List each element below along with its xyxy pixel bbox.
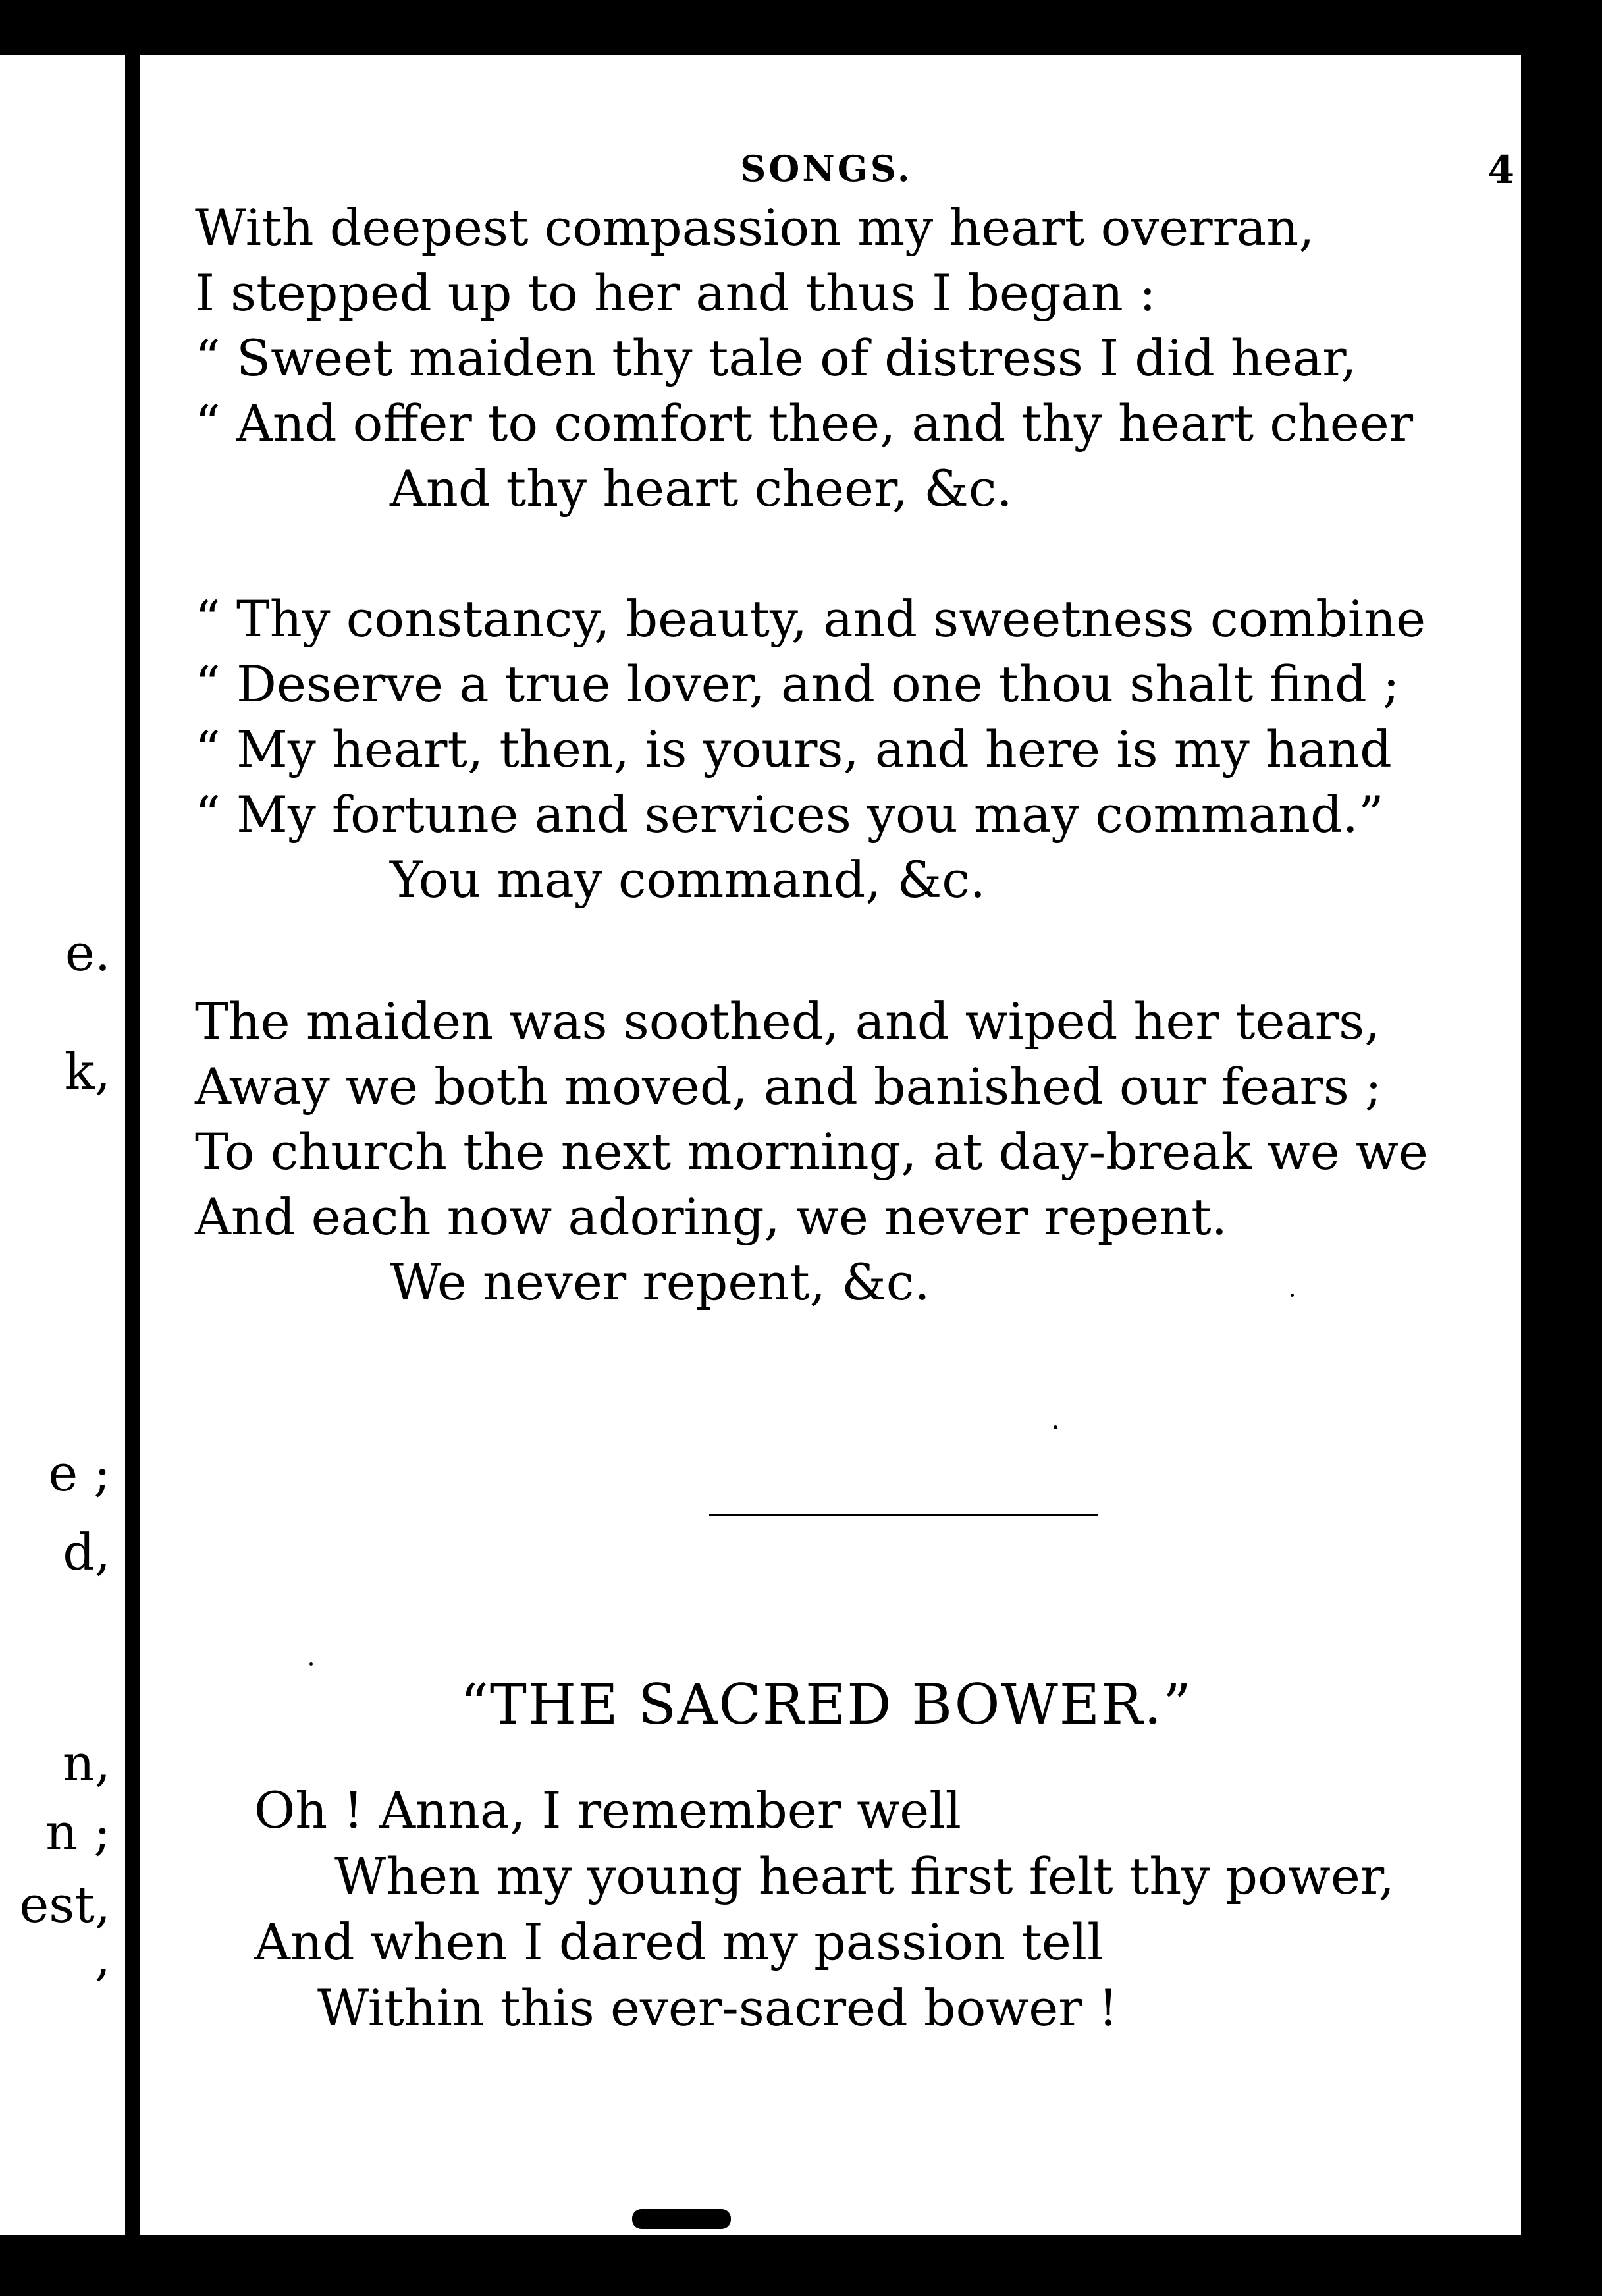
verse-line: And each now adoring, we never repent. xyxy=(195,1188,1227,1246)
verse-line: “ Thy constancy, beauty, and sweetness combine xyxy=(195,589,1426,648)
refrain-line: You may command, &c. xyxy=(390,850,986,909)
song-title: “THE SACRED BOWER.” xyxy=(460,1672,1193,1737)
refrain-line: And thy heart cheer, &c. xyxy=(390,459,1013,518)
stanza-1 xyxy=(195,195,1521,521)
verse-line: To church the next morning, at day-break we we xyxy=(195,1122,1428,1181)
verse-line: “ Deserve a true lover, and one thou shalt find ; xyxy=(195,655,1400,713)
print-speck xyxy=(1291,1294,1294,1297)
verse-line: “ Sweet maiden thy tale of distress I did hear, xyxy=(195,329,1357,387)
facing-page-fragment: e. xyxy=(65,923,111,982)
facing-page-fragment: k, xyxy=(64,1042,111,1101)
print-speck xyxy=(1054,1425,1057,1429)
refrain-line: We never repent, &c. xyxy=(390,1253,930,1311)
page-margin-rule xyxy=(132,55,140,2235)
stanza-3 xyxy=(195,989,1521,1315)
facing-page-fragment: d, xyxy=(63,1523,111,1581)
verse-line: I stepped up to her and thus I began : xyxy=(195,263,1156,322)
facing-page-fragment: , xyxy=(94,1928,111,1986)
stanza-2 xyxy=(195,586,1521,912)
verse-line: And when I dared my passion tell xyxy=(254,1913,1104,1971)
ink-blot xyxy=(632,2209,731,2229)
book-page xyxy=(132,55,1521,2235)
verse-line: The maiden was soothed, and wiped her tears, xyxy=(195,992,1381,1051)
facing-page-fragment: e ; xyxy=(48,1444,111,1502)
facing-page-fragment: n, xyxy=(62,1734,111,1792)
verse-line: Within this ever-sacred bower ! xyxy=(317,1979,1119,2037)
running-title: SONGS. xyxy=(740,148,913,190)
verse-line: When my young heart first felt thy power, xyxy=(334,1847,1395,1905)
facing-page-fragment: est, xyxy=(19,1875,111,1934)
verse-line: With deepest compassion my heart overran, xyxy=(195,198,1315,257)
page-number: 4 xyxy=(1487,148,1514,192)
song-verse xyxy=(254,1778,1395,2041)
verse-line: “ My fortune and services you may command.” xyxy=(195,785,1384,844)
facing-page-strip xyxy=(0,55,125,2235)
print-speck xyxy=(309,1662,313,1666)
verse-line: “ My heart, then, is yours, and here is my hand xyxy=(195,720,1392,779)
verse-line: “ And offer to comfort thee, and thy heart cheer xyxy=(195,394,1414,452)
section-divider xyxy=(709,1514,1098,1516)
verse-line: Away we both moved, and banished our fears ; xyxy=(195,1057,1382,1116)
verse-line: Oh ! Anna, I remember well xyxy=(254,1781,961,1840)
facing-page-fragment: n ; xyxy=(45,1803,111,1861)
